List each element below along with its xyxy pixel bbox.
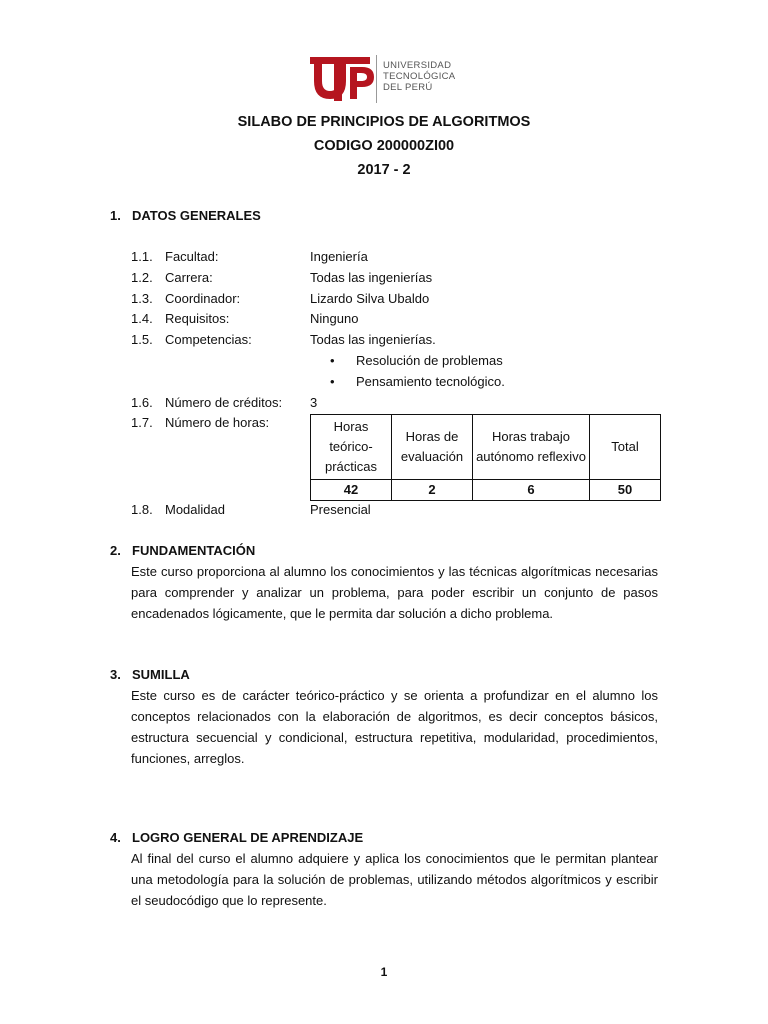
- section-3-text: Este curso es de carácter teórico-práctico y se orienta a profundizar en el alumno los conceptos relacionados con la elaboración de algoritmos, es decir conceptos básicos, estructura secuencial y condicional, estructura repetitiva, modularidad, procedimientos, funciones, arreglos.: [131, 688, 658, 766]
- field-carrera: [131, 270, 213, 285]
- logo-line-3: DEL PERÚ: [383, 82, 433, 93]
- hours-table-header: Horas trabajo autónomo reflexivo: [473, 415, 590, 480]
- section-number: 2.: [110, 543, 121, 558]
- hours-table-cell: 2: [392, 480, 473, 501]
- hours-table-cell: 6: [473, 480, 590, 501]
- field-num: 1.6.: [131, 395, 153, 410]
- hours-table-header: Total: [590, 415, 661, 480]
- section-title: DATOS GENERALES: [132, 208, 261, 223]
- hours-table-cell: 50: [590, 480, 661, 501]
- field-num: 1.3.: [131, 291, 153, 306]
- term: 2017 - 2: [357, 162, 411, 178]
- section-title: LOGRO GENERAL DE APRENDIZAJE: [132, 830, 364, 845]
- field-requisitos: [131, 311, 229, 326]
- field-facultad: [131, 249, 218, 264]
- section-4-text: Al final del curso el alumno adquiere y aplica los conocimientos que le permitan plantear una metodología para la solución de problemas, utilizando métodos algorítmicos y escribir el seudocódigo que lo represente.: [131, 851, 658, 908]
- section-number: 4.: [110, 830, 121, 845]
- section-4-heading: [110, 830, 363, 845]
- field-label: Número de horas:: [165, 415, 270, 430]
- hours-table-header-row: [311, 415, 661, 480]
- field-coordinador: [131, 291, 240, 306]
- field-num: 1.4.: [131, 311, 153, 326]
- section-number: 3.: [110, 667, 121, 682]
- field-creditos: [131, 395, 282, 410]
- hours-table-header: Horas teórico-prácticas: [311, 415, 392, 480]
- section-title: SUMILLA: [132, 667, 190, 682]
- field-value: Presencial: [310, 502, 371, 517]
- bullet: •: [330, 353, 335, 368]
- field-label: Facultad:: [165, 249, 219, 264]
- field-label: Carrera:: [165, 270, 213, 285]
- field-value: 3: [310, 395, 318, 410]
- section-2-text: Este curso proporciona al alumno los conocimientos y las técnicas algorítmicas necesarias para comprender y analizar un problema, para poder escribir un conjunto de pasos encadenados lógicamente, que le permita dar solución a dicho problema.: [131, 564, 658, 621]
- field-label: Número de créditos:: [165, 395, 283, 410]
- field-competencias: [131, 332, 252, 347]
- field-num: 1.1.: [131, 249, 153, 264]
- field-num: 1.8.: [131, 502, 153, 517]
- competencia-text: Pensamiento tecnológico.: [356, 374, 505, 389]
- logo-line-2: TECNOLÓGICA: [383, 71, 456, 82]
- competencia-text: Resolución de problemas: [356, 353, 503, 368]
- competencia-item: [330, 374, 505, 389]
- course-code: CODIGO 200000ZI00: [313, 138, 455, 154]
- field-num: 1.5.: [131, 332, 153, 347]
- field-modalidad: [131, 502, 225, 517]
- field-value: Ninguno: [310, 311, 359, 326]
- bullet: •: [330, 374, 335, 389]
- field-label: Requisitos:: [165, 311, 230, 326]
- page-number: 1: [380, 965, 388, 979]
- hours-table-header: Horas de evaluación: [392, 415, 473, 480]
- logo-line-1: UNIVERSIDAD: [383, 60, 452, 71]
- field-num: 1.2.: [131, 270, 153, 285]
- field-value: Todas las ingenierías: [310, 270, 433, 285]
- field-value: Ingeniería: [310, 249, 368, 264]
- hours-table: [310, 414, 661, 501]
- field-num: 1.7.: [131, 415, 153, 430]
- logo-text: [383, 60, 455, 93]
- competencia-item: [330, 353, 503, 368]
- field-label: Competencias:: [165, 332, 252, 347]
- section-3-heading: [110, 667, 190, 682]
- section-number: 1.: [110, 208, 121, 223]
- field-horas: [131, 415, 269, 430]
- field-label: Coordinador:: [165, 291, 241, 306]
- hours-table-values-row: [311, 480, 661, 501]
- field-value: Lizardo Silva Ubaldo: [310, 291, 430, 306]
- hours-table-cell: 42: [311, 480, 392, 501]
- section-title: FUNDAMENTACIÓN: [132, 543, 256, 558]
- document-title: SILABO DE PRINCIPIOS DE ALGORITMOS: [237, 114, 531, 130]
- section-2-heading: [110, 543, 255, 558]
- field-label: Modalidad: [165, 502, 225, 517]
- section-1-heading: [110, 208, 261, 223]
- field-value: Todas las ingenierías.: [310, 332, 436, 347]
